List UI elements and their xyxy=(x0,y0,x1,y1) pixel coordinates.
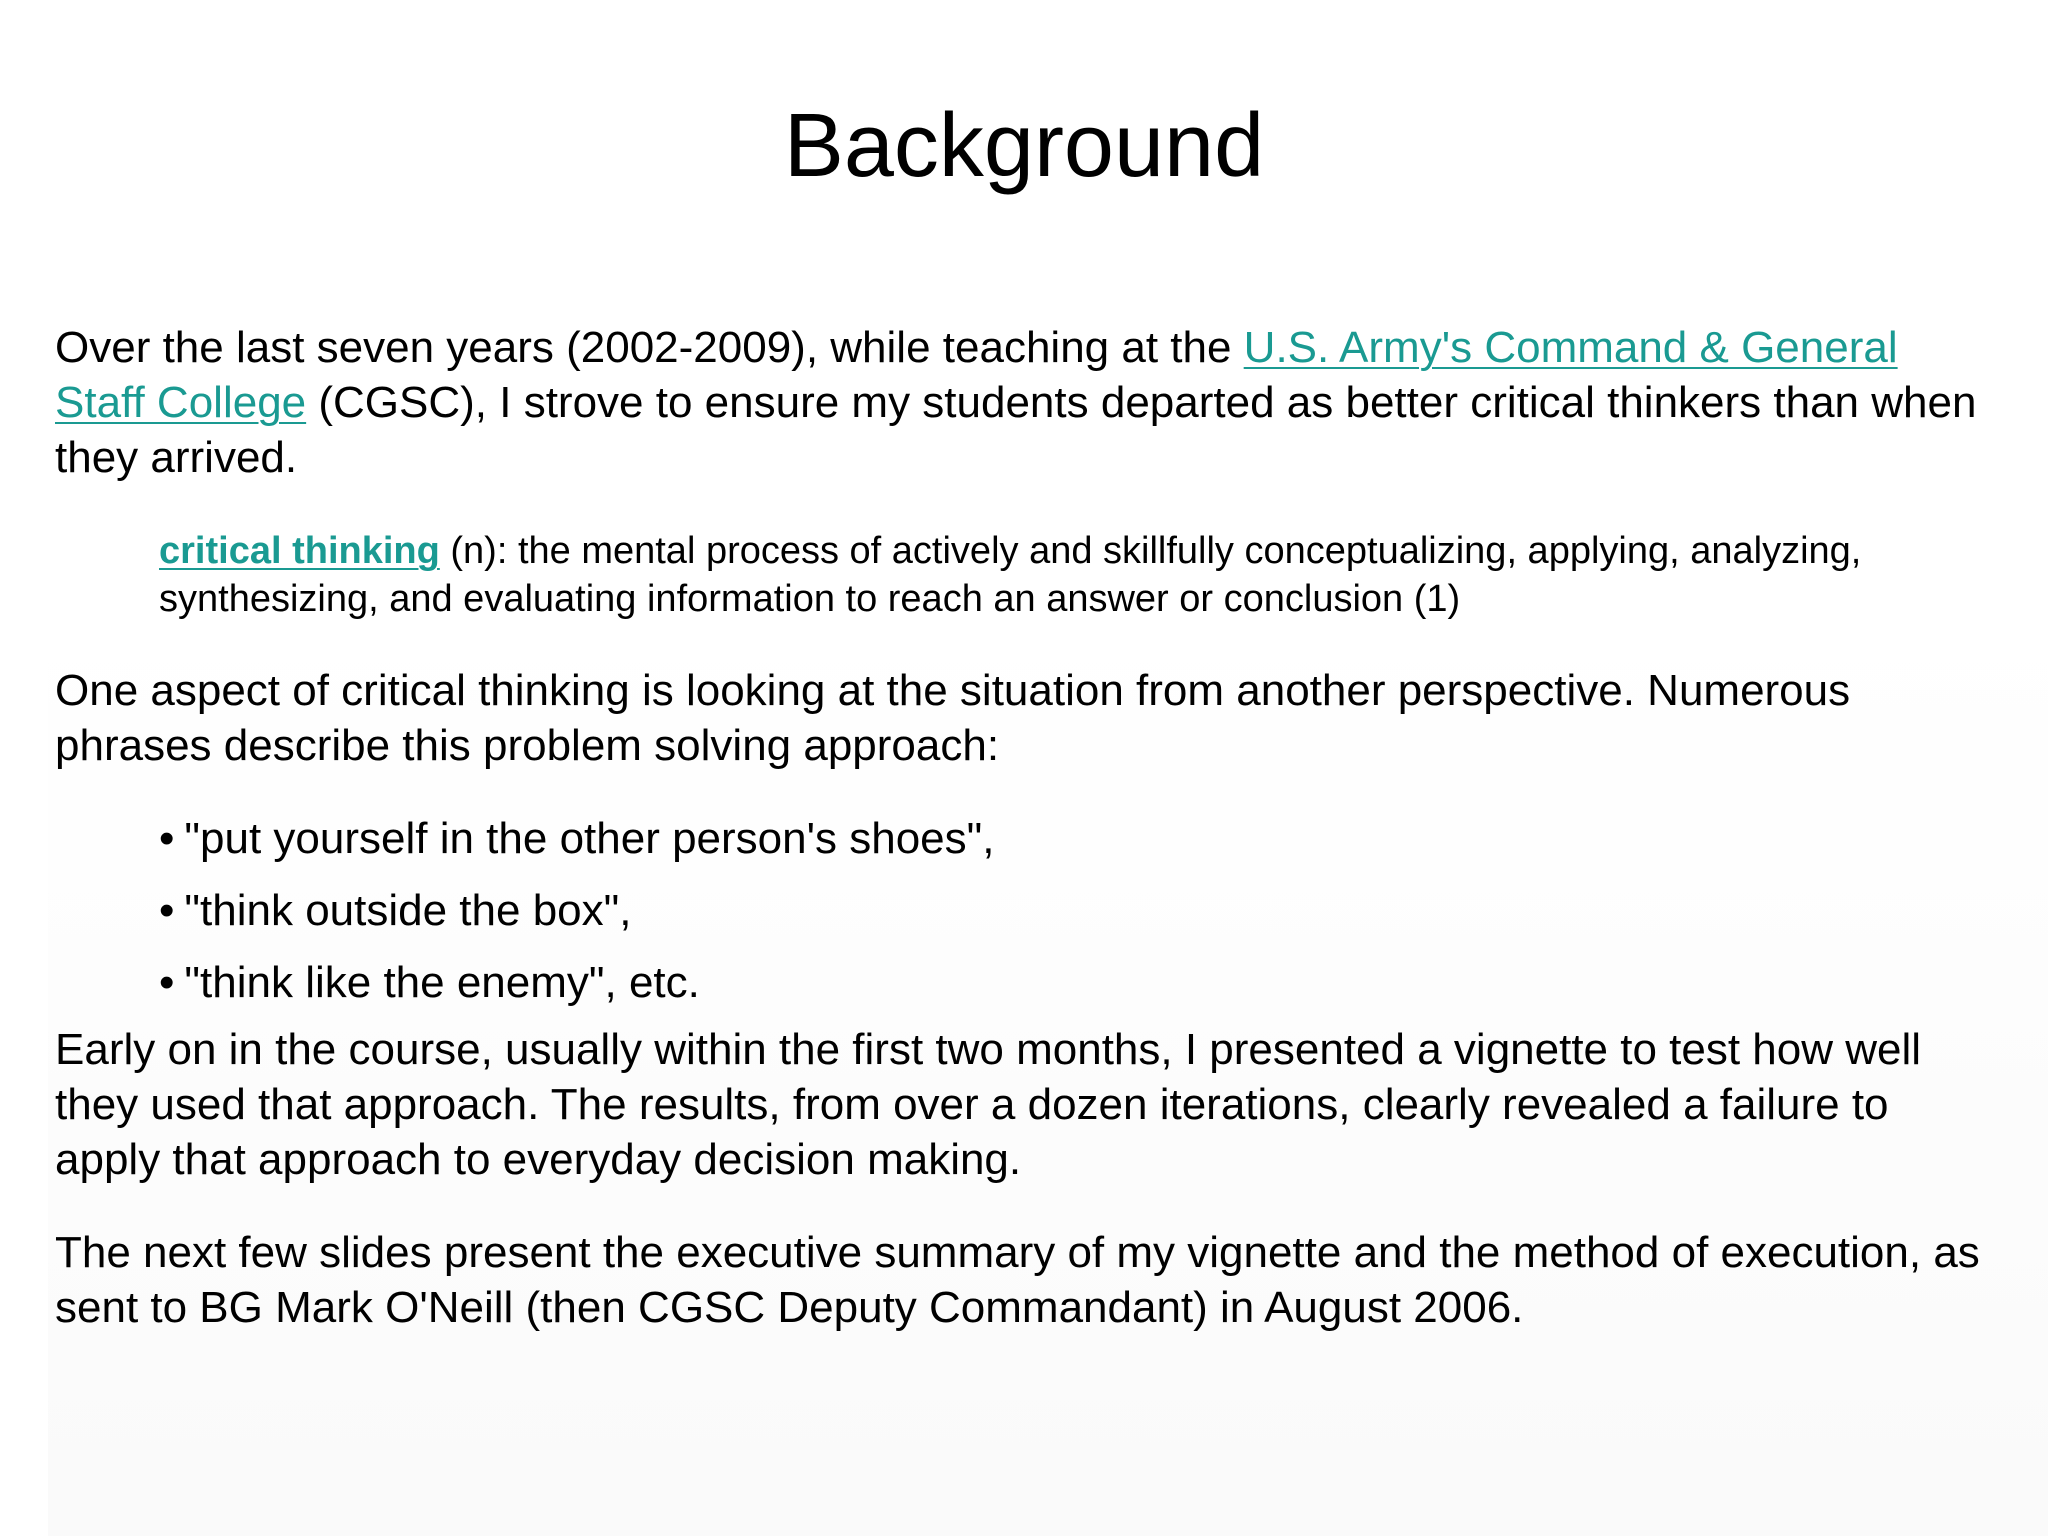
bullet-icon: • xyxy=(159,886,175,935)
list-item xyxy=(159,811,1995,866)
intro-paragraph xyxy=(55,320,1995,485)
list-item-text: "put yourself in the other person's shoes", xyxy=(184,814,995,863)
next-slides-paragraph: The next few slides present the executive summary of my vignette and the method of execution, as sent to BG Mark O'Neill (then CGSC Deputy Commandant) in August 2006. xyxy=(55,1228,1980,1332)
phrase-list xyxy=(159,811,1995,1010)
bullet-icon: • xyxy=(159,814,175,863)
slide-edge xyxy=(0,0,48,1536)
cgsc-link[interactable]: U.S. Army's Command & General Staff College xyxy=(55,323,1898,427)
intro-text-after: (CGSC), I strove to ensure my students departed as better critical thinkers than when they arrived. xyxy=(55,378,1977,482)
intro-text-before: Over the last seven years (2002-2009), while teaching at the xyxy=(55,323,1244,372)
definition-text: (n): the mental process of actively and skillfully conceptualizing, applying, analyzing, synthesizing, and evaluating information to reach an answer or conclusion (1) xyxy=(159,530,1862,620)
list-item-text: "think like the enemy", etc. xyxy=(184,958,700,1007)
perspective-paragraph: One aspect of critical thinking is looking at the situation from another perspective. Numerous phrases describe this problem solving approach: xyxy=(55,666,1851,770)
list-item xyxy=(159,883,1995,938)
critical-thinking-link[interactable]: critical thinking xyxy=(159,530,440,572)
slide-title: Background xyxy=(783,96,1265,196)
definition-block xyxy=(159,527,2009,623)
bullet-icon: • xyxy=(159,958,175,1007)
list-item-text: "think outside the box", xyxy=(184,886,632,935)
slide-body xyxy=(55,320,1995,1335)
list-item xyxy=(159,955,1995,1010)
vignette-paragraph: Early on in the course, usually within the first two months, I presented a vignette to test how well they used that approach. The results, from over a dozen iterations, clearly revealed a failure to apply that approach to everyday decision making. xyxy=(55,1025,1922,1184)
